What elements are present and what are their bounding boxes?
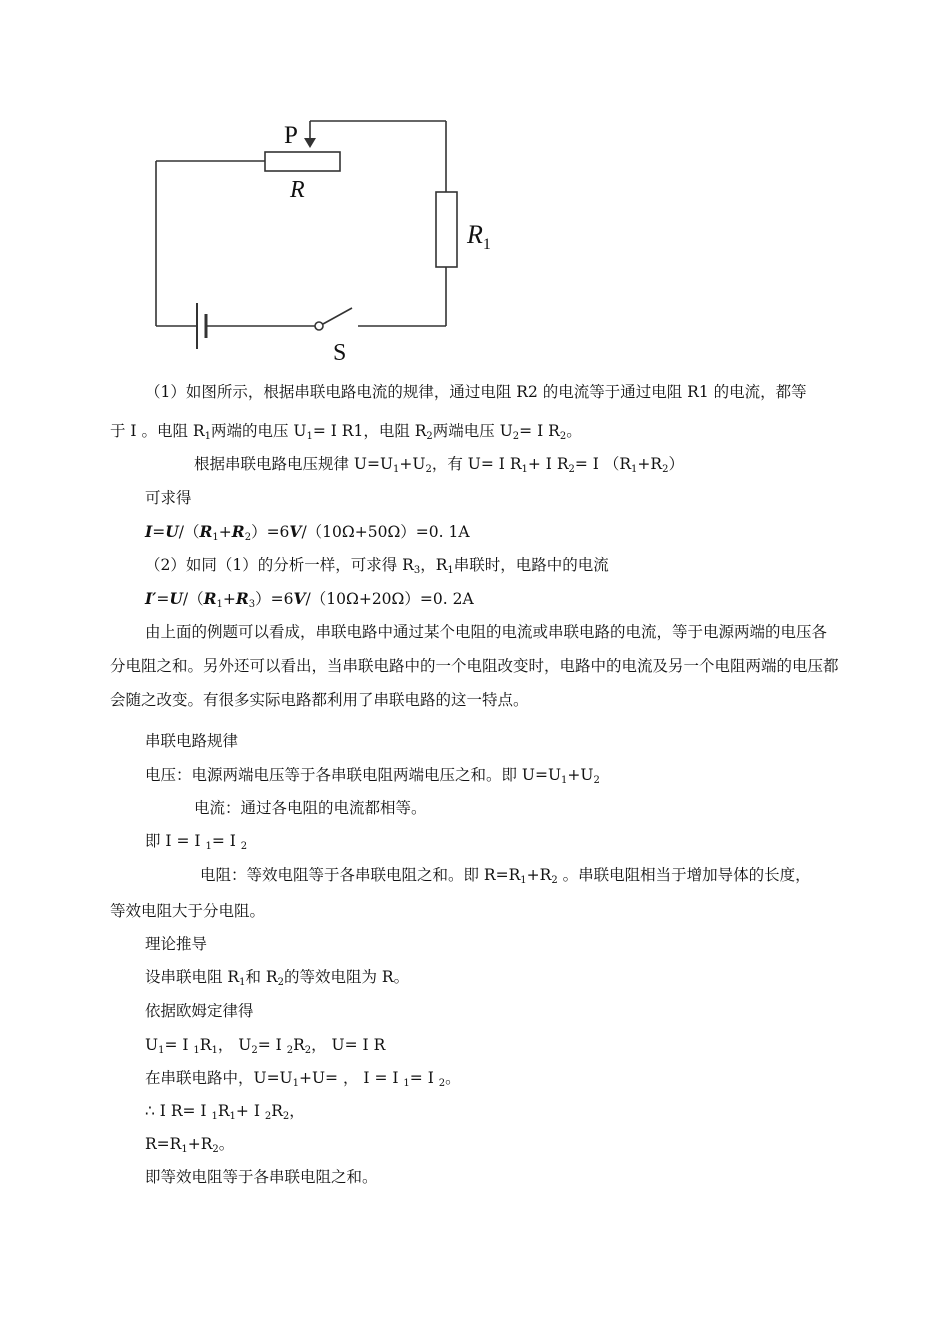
heading-derivation: 理论推导: [145, 935, 208, 953]
label-s: S: [333, 340, 347, 366]
switch-pivot: [315, 322, 323, 330]
para-1-line-1: （1）如图所示，根据串联电路电流的规律，通过电阻 R2 的电流等于通过电阻 R1 的电流，都等: [145, 383, 807, 401]
law-current-formula: 即 I = I $_1$= I $_2$: [145, 832, 248, 852]
label-r: R: [290, 177, 305, 203]
para-2: （2）如同（1）的分析一样，可求得 $R_3$，$R_1$串联时，电路中的电流: [145, 556, 609, 576]
law-resistance: 电阻：等效电阻等于各串联电阻之和。即 $R=R_1+R_2$ 。串联电阻相当于增加导体的长度，: [200, 866, 811, 886]
label-r1: $R_1$: [467, 220, 491, 253]
heading-series-laws: 串联电路规律: [145, 732, 239, 750]
derivation-line-1: 设串联电阻 $R_1$和 $R_2$的等效电阻为 R。: [145, 968, 410, 988]
derivation-line-3: $U_1= I$ $_1R_1$， $U_2= I$ $_2R_2$， U= I R: [145, 1036, 386, 1056]
derivation-conclusion: 即等效电阻等于各串联电阻之和。: [145, 1168, 378, 1186]
derivation-line-5: ∴ I R= I $_1R_1+ I$ $_2R_2$，: [145, 1102, 305, 1122]
label-p: P: [284, 122, 298, 149]
para-conclusion: 由上面的例题可以看成，串联电路中通过某个电阻的电流或串联电路的电流，等于电源两端的电压各分电阻之和。另外还可以看出，当串联电路中的一个电阻改变时，电路中的电流及另一个电阻两端的电压都会随之改变。有很多实际电路都利用了串联电路的这一特点。: [110, 623, 839, 709]
line-solve: 可求得: [145, 489, 192, 507]
resistor-r1: [436, 192, 457, 267]
circuit-diagram: [130, 100, 530, 370]
derivation-line-6: $R=R_1+R_2$。: [145, 1135, 235, 1155]
slider-arrow-icon: [304, 138, 316, 148]
law-current: 电流：通过各电阻的电流都相等。: [194, 799, 427, 817]
switch-blade: [323, 308, 352, 324]
law-resistance-cont: 等效电阻大于分电阻。: [110, 902, 266, 920]
rheostat-r: [265, 152, 340, 171]
formula-current-1: $I=U/(R_1+R_2)=6V/(10\Omega+50\Omega)=0$. 1A: [145, 522, 470, 543]
formula-current-2: $I'=U/(R_1+R_3)=6V/(10\Omega+20\Omega)=0$. 2A: [145, 589, 474, 610]
derivation-line-4: 在串联电路中，$U=U_1+U=$ ， I = I $_1$= I $_2$。: [145, 1069, 461, 1089]
para-1-line-2: 于 I 。电阻 $R_1$两端的电压 $U_1= I$ R1，电阻 $R_2$两端电压 $U_2= I$ $R_2$。: [110, 422, 582, 442]
derivation-line-2: 依据欧姆定律得: [145, 1002, 254, 1020]
line-voltage-law: 根据串联电路电压规律 $U=U_1+U_2$，有 U= I $R_1+ I$ $R_2= I$ $(R_1+R_2)$: [194, 455, 684, 475]
law-voltage: 电压：电源两端电压等于各串联电阻两端电压之和。即 $U=U_1+U_2$: [145, 766, 600, 786]
